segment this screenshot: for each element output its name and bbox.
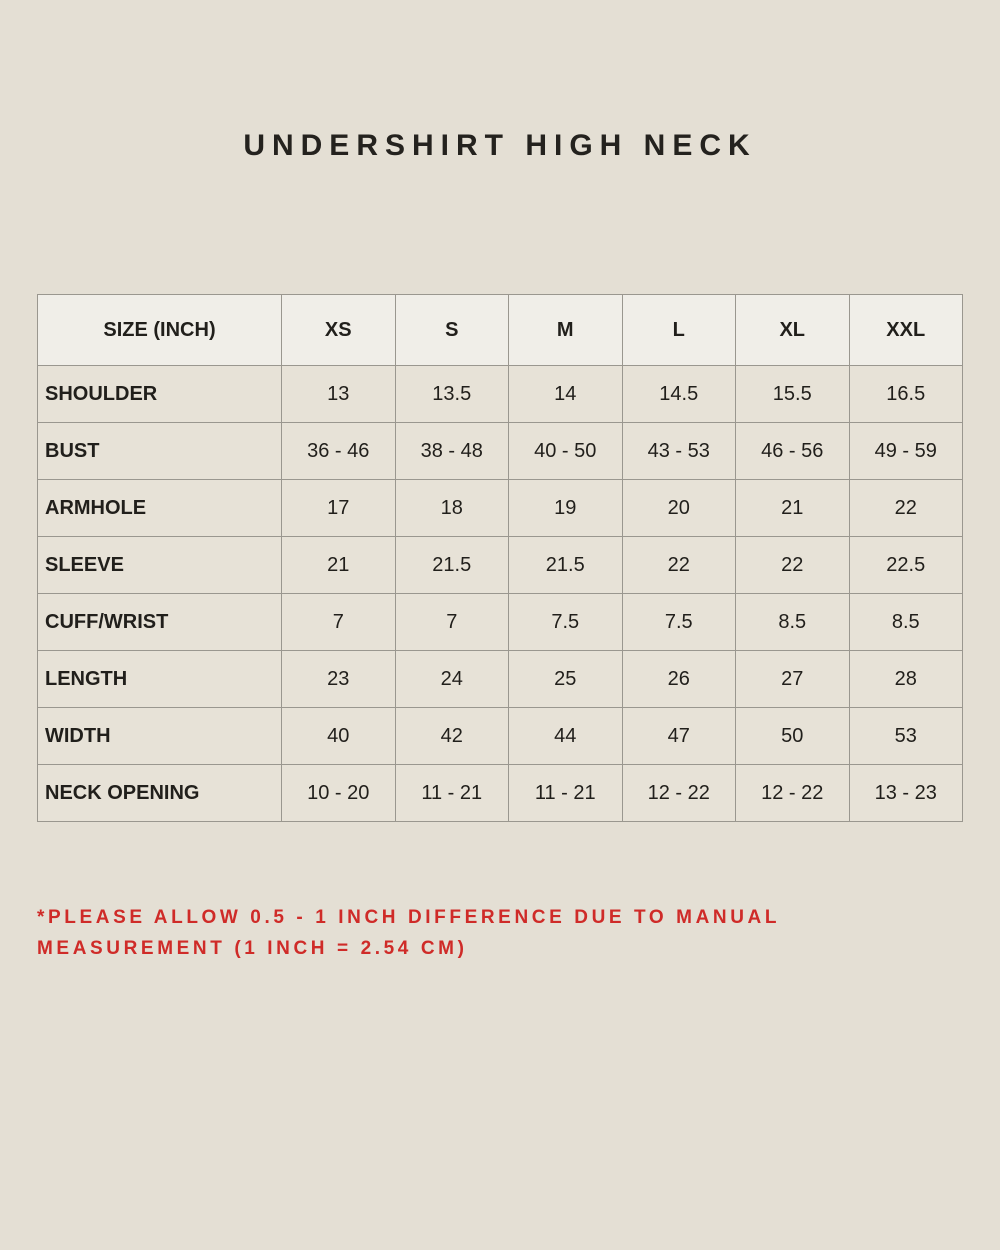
measurement-note-line-1: *PLEASE ALLOW 0.5 - 1 INCH DIFFERENCE DUE TO MANUAL: [37, 907, 781, 928]
measurement-row: [38, 651, 963, 708]
measurement-value: 21.5: [509, 537, 623, 594]
measurement-value: 28: [849, 651, 963, 708]
measurement-value: 10 - 20: [282, 765, 396, 822]
measurement-value: 8.5: [849, 594, 963, 651]
measurement-value: 12 - 22: [736, 765, 850, 822]
measurement-value: 38 - 48: [395, 423, 509, 480]
measurement-value: 43 - 53: [622, 423, 736, 480]
measurement-label: WIDTH: [38, 708, 282, 765]
measurement-value: 22: [849, 480, 963, 537]
measurement-value: 14.5: [622, 366, 736, 423]
measurement-value: 22.5: [849, 537, 963, 594]
measurement-value: 27: [736, 651, 850, 708]
measurement-value: 25: [509, 651, 623, 708]
measurement-note-line-2: MEASUREMENT (1 INCH = 2.54 CM): [37, 938, 468, 959]
measurement-value: 20: [622, 480, 736, 537]
size-column-header: XXL: [849, 295, 963, 366]
measurement-value: 23: [282, 651, 396, 708]
measurement-label: LENGTH: [38, 651, 282, 708]
size-chart-table: [37, 294, 963, 822]
measurement-value: 7.5: [622, 594, 736, 651]
header-row: [38, 295, 963, 366]
size-column-header: S: [395, 295, 509, 366]
size-column-header: XS: [282, 295, 396, 366]
page-title: UNDERSHIRT HIGH NECK: [243, 129, 757, 162]
measurement-label: SHOULDER: [38, 366, 282, 423]
measurement-value: 13.5: [395, 366, 509, 423]
measurement-value: 7: [395, 594, 509, 651]
measurement-value: 44: [509, 708, 623, 765]
measurement-value: 12 - 22: [622, 765, 736, 822]
measurement-value: 24: [395, 651, 509, 708]
measurement-value: 21: [736, 480, 850, 537]
measurement-value: 36 - 46: [282, 423, 396, 480]
measurement-value: 40 - 50: [509, 423, 623, 480]
measurement-value: 11 - 21: [509, 765, 623, 822]
measurement-value: 11 - 21: [395, 765, 509, 822]
measurement-value: 15.5: [736, 366, 850, 423]
measurement-note: [37, 902, 780, 964]
size-column-header: XL: [736, 295, 850, 366]
measurement-value: 50: [736, 708, 850, 765]
measurement-value: 17: [282, 480, 396, 537]
measurement-value: 49 - 59: [849, 423, 963, 480]
measurement-row: [38, 708, 963, 765]
measurement-row: [38, 765, 963, 822]
measurement-value: 22: [622, 537, 736, 594]
measurement-row: [38, 480, 963, 537]
measurement-value: 18: [395, 480, 509, 537]
measurement-label: NECK OPENING: [38, 765, 282, 822]
measurement-value: 21: [282, 537, 396, 594]
measurement-value: 8.5: [736, 594, 850, 651]
measurement-row: [38, 423, 963, 480]
measurement-value: 7: [282, 594, 396, 651]
measurement-value: 13: [282, 366, 396, 423]
measurement-row: [38, 537, 963, 594]
measurement-value: 16.5: [849, 366, 963, 423]
measurement-label: CUFF/WRIST: [38, 594, 282, 651]
measurement-value: 21.5: [395, 537, 509, 594]
measurement-value: 19: [509, 480, 623, 537]
measurement-label: ARMHOLE: [38, 480, 282, 537]
measurement-row: [38, 366, 963, 423]
measurement-value: 47: [622, 708, 736, 765]
measurement-row: [38, 594, 963, 651]
measurement-value: 22: [736, 537, 850, 594]
measurement-label: SLEEVE: [38, 537, 282, 594]
measurement-value: 53: [849, 708, 963, 765]
measurement-value: 46 - 56: [736, 423, 850, 480]
measurement-value: 14: [509, 366, 623, 423]
measurement-value: 40: [282, 708, 396, 765]
measurement-label: BUST: [38, 423, 282, 480]
size-column-header: L: [622, 295, 736, 366]
measurement-value: 13 - 23: [849, 765, 963, 822]
size-column-header: M: [509, 295, 623, 366]
measurement-value: 42: [395, 708, 509, 765]
measurement-value: 26: [622, 651, 736, 708]
measurement-value: 7.5: [509, 594, 623, 651]
size-unit-header: SIZE (INCH): [38, 295, 282, 366]
